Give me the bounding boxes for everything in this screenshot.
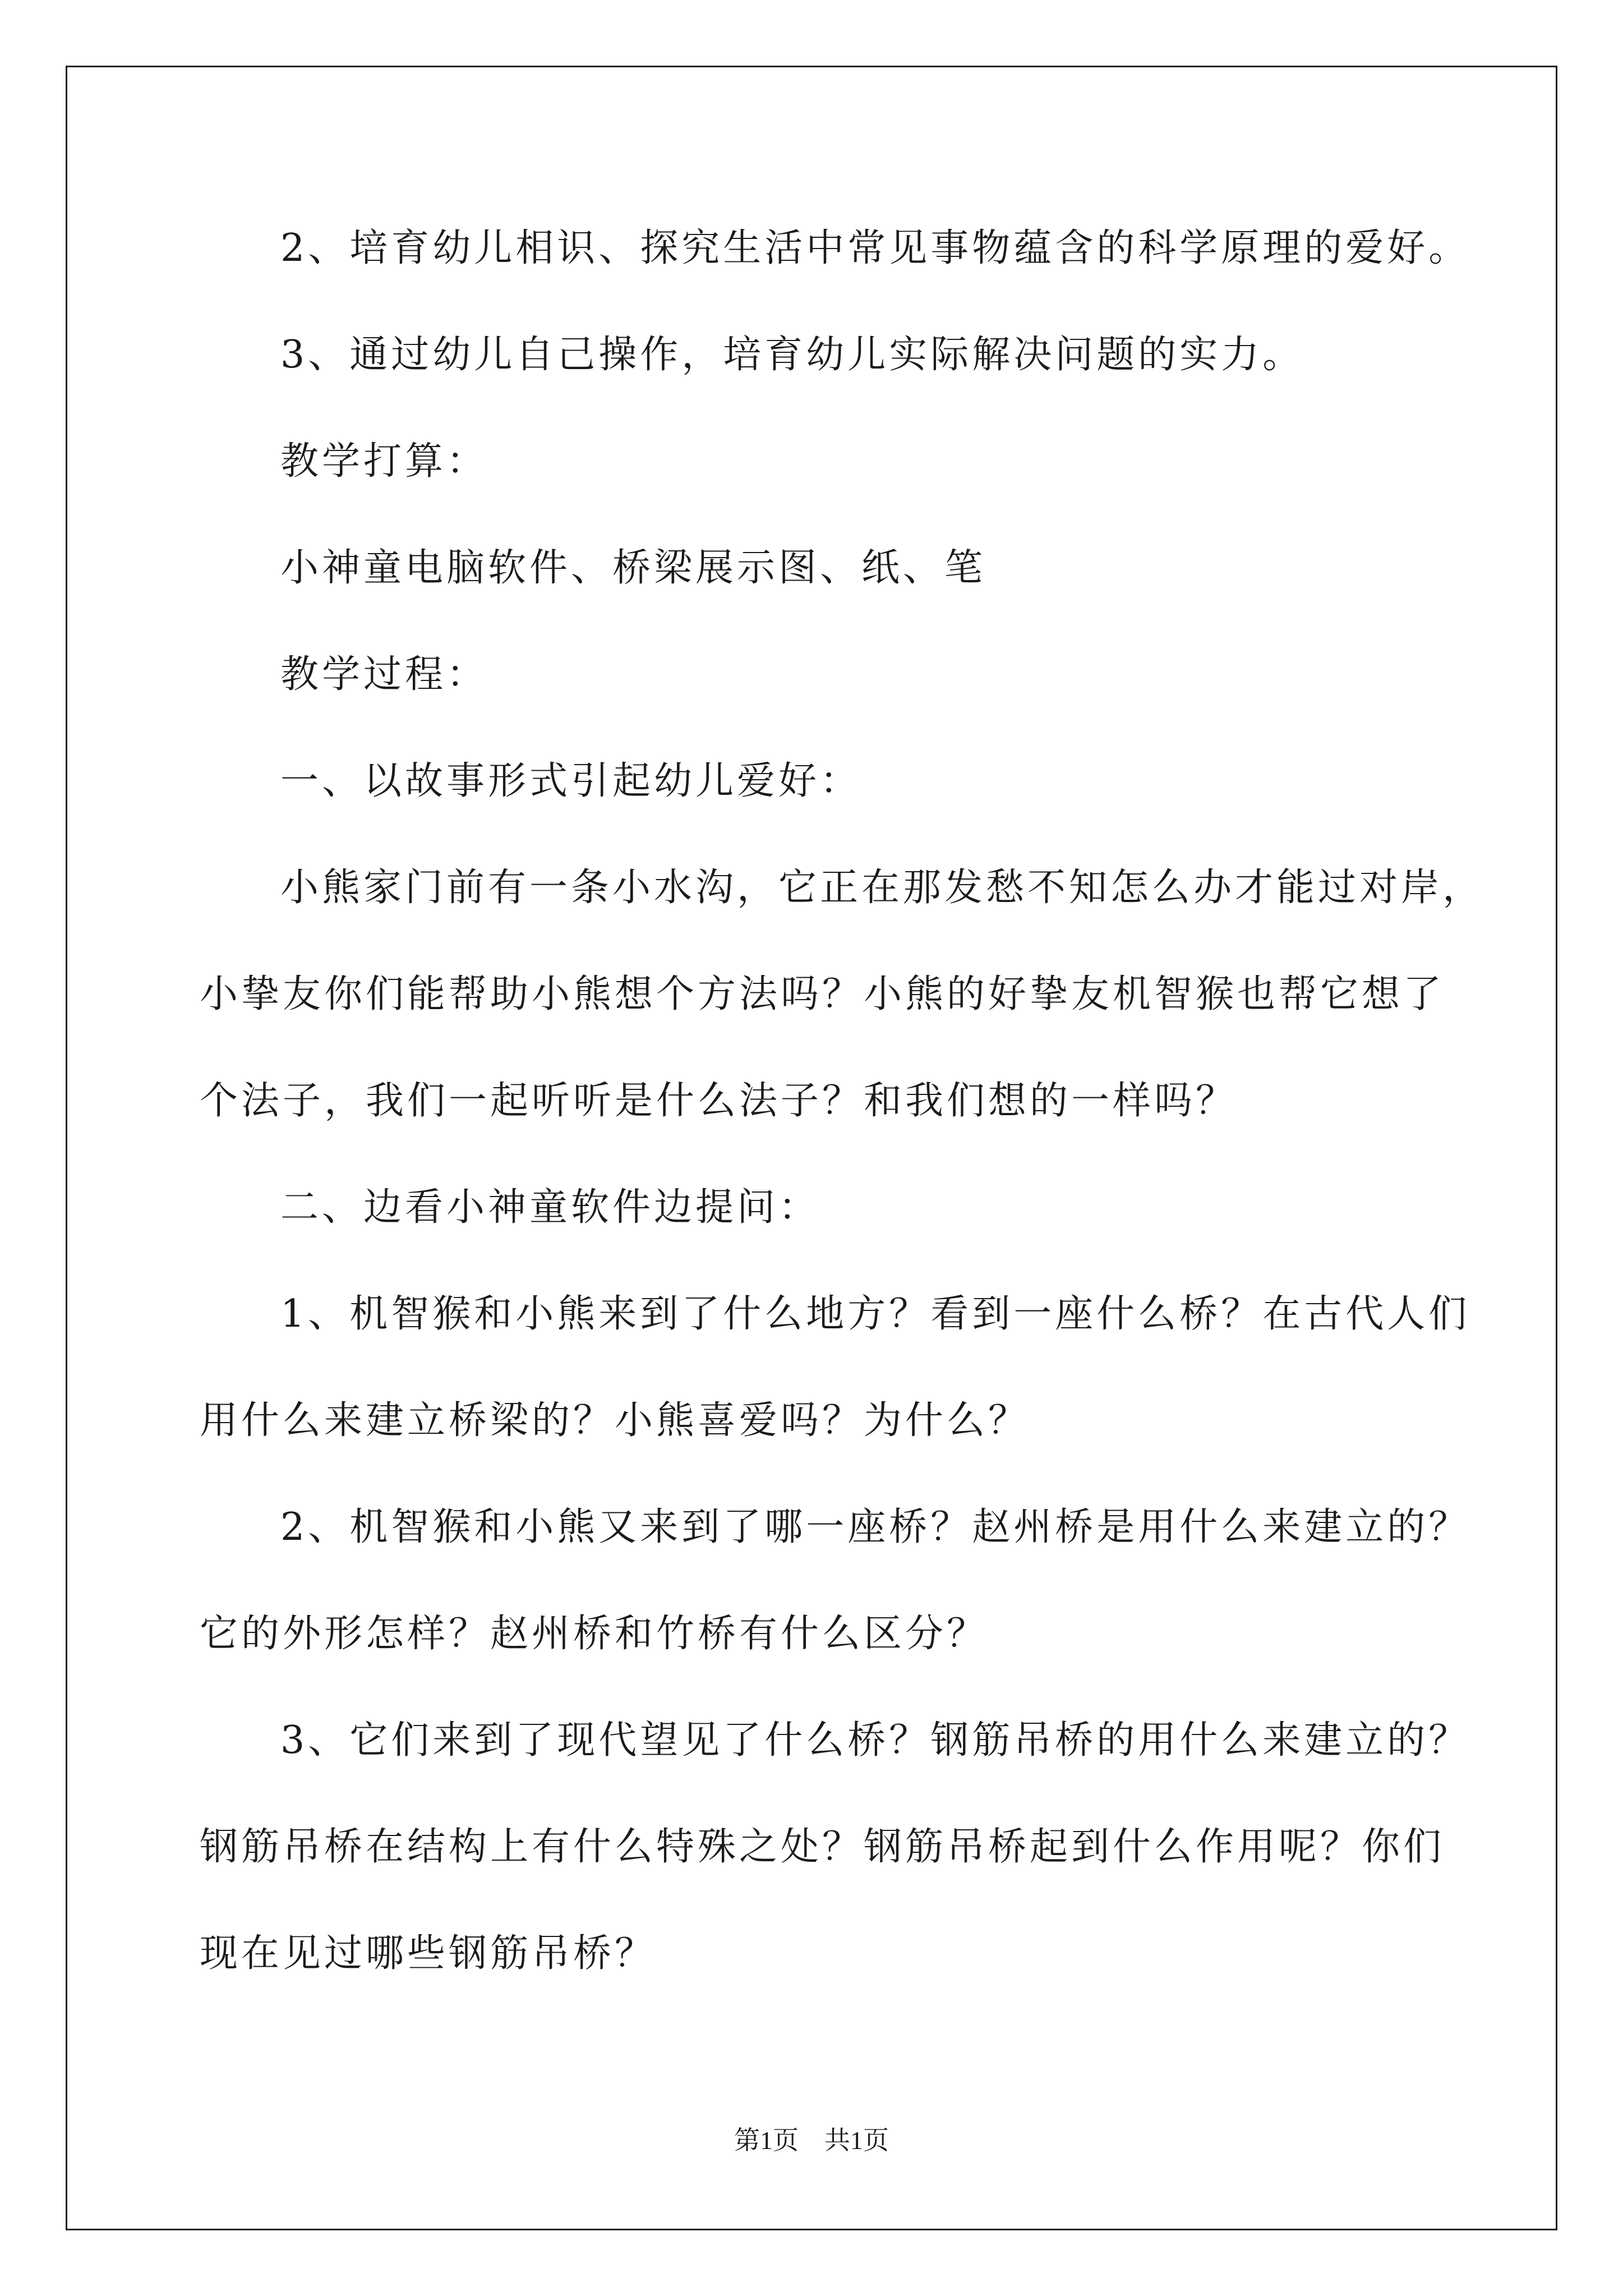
paragraph-line: 2、培育幼儿相识、探究生活中常见事物蕴含的科学原理的爱好。: [280, 226, 1470, 270]
paragraph-line: 二、边看小神童软件边提问：: [280, 1185, 820, 1230]
paragraph-line: 用什么来建立桥梁的？小熊喜爱吗？为什么？: [200, 1398, 1030, 1443]
paragraph-line: 教学过程：: [280, 652, 488, 697]
paragraph-line: 小神童电脑软件、桥梁展示图、纸、笔: [280, 546, 986, 590]
paragraph-line: 现在见过哪些钢筋吊桥？: [200, 1931, 657, 1976]
paragraph-line: 教学打算：: [280, 439, 488, 484]
paragraph-line: 1、机智猴和小熊来到了什么地方？看到一座什么桥？在古代人们: [280, 1292, 1470, 1336]
paragraph-line: 钢筋吊桥在结构上有什么特殊之处？钢筋吊桥起到什么作用呢？你们: [200, 1825, 1445, 1869]
paragraph-line: 个法子，我们一起听听是什么法子？和我们想的一样吗？: [200, 1079, 1238, 1123]
paragraph-line: 它的外形怎样？赵州桥和竹桥有什么区分？: [200, 1612, 989, 1656]
page-footer: 第1页 共1页: [734, 2126, 889, 2155]
page-border: [66, 66, 1557, 2230]
paragraph-line: 2、机智猴和小熊又来到了哪一座桥？赵州桥是用什么来建立的？: [280, 1505, 1470, 1549]
paragraph-line: 小熊家门前有一条小水沟，它正在那发愁不知怎么办才能过对岸，: [280, 866, 1484, 910]
paragraph-line: 小挚友你们能帮助小熊想个方法吗？小熊的好挚友机智猴也帮它想了: [200, 972, 1445, 1016]
paragraph-line: 一、以故事形式引起幼儿爱好：: [280, 759, 862, 803]
paragraph-line: 3、通过幼儿自己操作，培育幼儿实际解决问题的实力。: [280, 333, 1304, 377]
paragraph-line: 3、它们来到了现代望见了什么桥？钢筋吊桥的用什么来建立的？: [280, 1718, 1470, 1763]
